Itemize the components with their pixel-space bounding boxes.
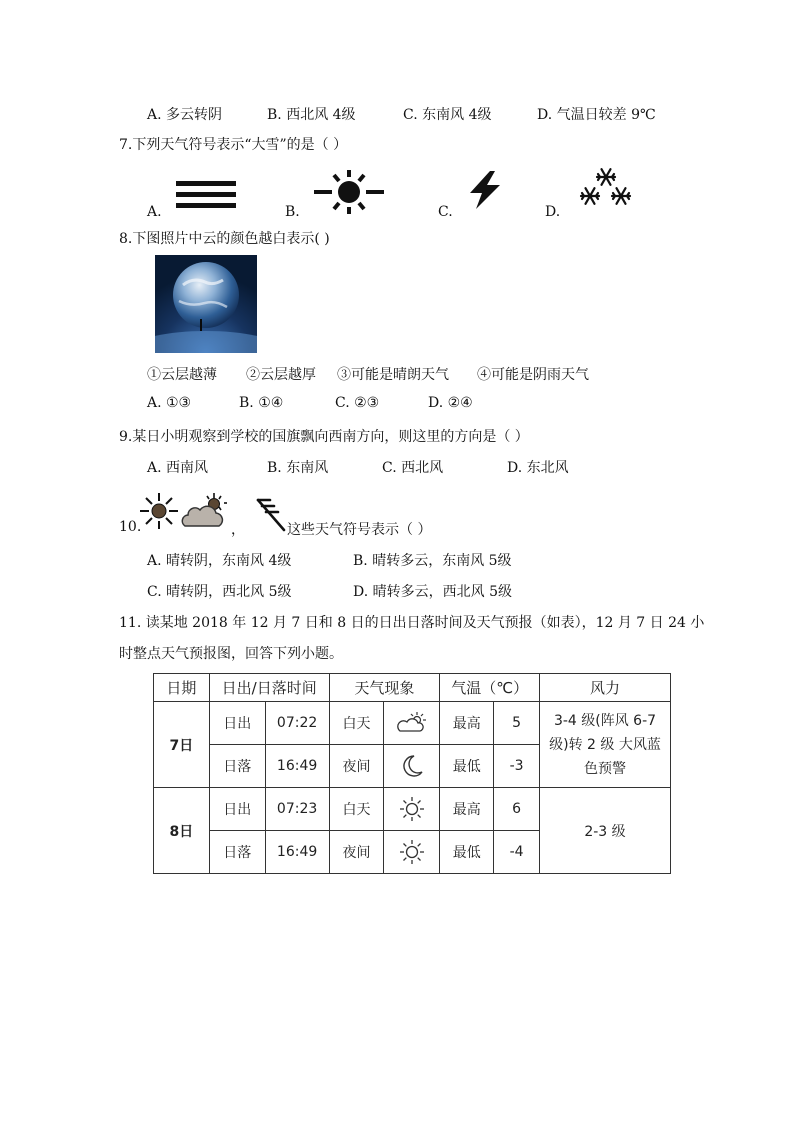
q10-stem: 这些天气符号表示（ ）	[287, 522, 432, 538]
q7-label-d: D.	[545, 204, 561, 220]
q8-option-d: D. ②④	[428, 395, 473, 411]
q7-label-c: C.	[438, 204, 453, 220]
q10-option-a: A. 晴转阴，东南风 4级	[147, 553, 292, 569]
day-weather-cell	[384, 702, 440, 745]
high-label: 最高	[440, 788, 494, 831]
table-row	[154, 702, 671, 745]
q8-statement-1: ①云层越薄	[147, 367, 217, 383]
night-label: 夜间	[329, 831, 384, 874]
q10-comma: ，	[231, 522, 245, 538]
wind-cell	[540, 702, 671, 788]
sunset-label: 日落	[209, 745, 265, 788]
q9-stem: 9.某日小明观察到学校的国旗飘向西南方向，则这里的方向是（ ）	[119, 429, 529, 445]
low-temp: -3	[494, 745, 540, 788]
night-label: 夜间	[329, 745, 384, 788]
table-row	[154, 788, 671, 831]
q6-option-d: D. 气温日较差 9℃	[537, 107, 656, 123]
q9-option-d: D. 东北风	[507, 460, 569, 476]
sunrise-label: 日出	[209, 702, 265, 745]
weather-forecast-table	[153, 673, 671, 874]
header-weather: 天气现象	[329, 674, 440, 702]
q8-option-a: A. ①③	[147, 395, 192, 411]
q9-option-a: A. 西南风	[147, 460, 209, 476]
sunset-label: 日落	[209, 831, 265, 874]
q6-option-b: B. 西北风 4级	[267, 107, 356, 123]
fog-icon	[176, 180, 236, 210]
sun-outline-icon	[399, 796, 425, 822]
q9-option-c: C. 西北风	[382, 460, 444, 476]
sunrise-time: 07:22	[265, 702, 329, 745]
q8-statement-2: ②云层越厚	[246, 367, 316, 383]
q10-option-b: B. 晴转多云，东南风 5级	[353, 553, 512, 569]
high-temp: 6	[494, 788, 540, 831]
night-weather-cell	[384, 831, 440, 874]
q10-option-d: D. 晴转多云，西北风 5级	[353, 584, 512, 600]
header-date: 日期	[154, 674, 210, 702]
q6-option-a: A. 多云转阴	[147, 107, 223, 123]
table-header-row	[154, 674, 671, 702]
wind-cell: 2-3 级	[540, 788, 671, 874]
q8-option-b: B. ①④	[239, 395, 284, 411]
wind-barb-icon	[255, 497, 287, 533]
q11-stem-line1: 11. 读某地 2018 年 12 月 7 日和 8 日的日出日落时间及天气预报（如表），12 月 7 日 24 小	[119, 615, 705, 631]
q8-statement-3: ③可能是晴朗天气	[337, 367, 449, 383]
q8-statement-4: ④可能是阴雨天气	[477, 367, 589, 383]
date-cell: 8日	[154, 788, 210, 874]
q6-option-c: C. 东南风 4级	[403, 107, 492, 123]
q11-stem-line2: 时整点天气预报图，回答下列小题。	[119, 646, 343, 662]
snowflakes-icon	[575, 166, 637, 208]
header-temperature: 气温（℃）	[440, 674, 540, 702]
sunrise-time: 07:23	[265, 788, 329, 831]
earth-from-space-photo	[155, 255, 257, 353]
header-sun-times: 日出/日落时间	[209, 674, 329, 702]
q8-stem: 8.下图照片中云的颜色越白表示( )	[119, 231, 330, 247]
q10-number: 10.	[119, 519, 142, 535]
q7-label-b: B.	[285, 204, 300, 220]
lightning-icon	[468, 171, 502, 209]
day-label: 白天	[329, 788, 384, 831]
q9-option-b: B. 东南风	[267, 460, 329, 476]
q10-option-c: C. 晴转阴，西北风 5级	[147, 584, 292, 600]
high-label: 最高	[440, 702, 494, 745]
sunrise-label: 日出	[209, 788, 265, 831]
q7-label-a: A.	[147, 204, 162, 220]
wind-text: 3-4 级(阵风 6-7 级)转 2 级 大风蓝色预警	[549, 712, 661, 777]
partly-cloudy-icon	[397, 711, 427, 735]
day-weather-cell	[384, 788, 440, 831]
q7-stem: 7.下列天气符号表示“大雪”的是（ ）	[119, 137, 348, 153]
sun-outline-icon	[399, 839, 425, 865]
low-temp: -4	[494, 831, 540, 874]
low-label: 最低	[440, 745, 494, 788]
crescent-moon-icon	[399, 753, 425, 779]
low-label: 最低	[440, 831, 494, 874]
header-wind: 风力	[540, 674, 671, 702]
sun-icon	[140, 493, 178, 529]
sunset-time: 16:49	[265, 831, 329, 874]
date-cell: 7日	[154, 702, 210, 788]
high-temp: 5	[494, 702, 540, 745]
day-label: 白天	[329, 702, 384, 745]
sunset-time: 16:49	[265, 745, 329, 788]
q8-option-c: C. ②③	[335, 395, 380, 411]
sun-icon	[314, 170, 384, 214]
night-weather-cell	[384, 745, 440, 788]
sun-behind-cloud-icon	[181, 493, 227, 529]
